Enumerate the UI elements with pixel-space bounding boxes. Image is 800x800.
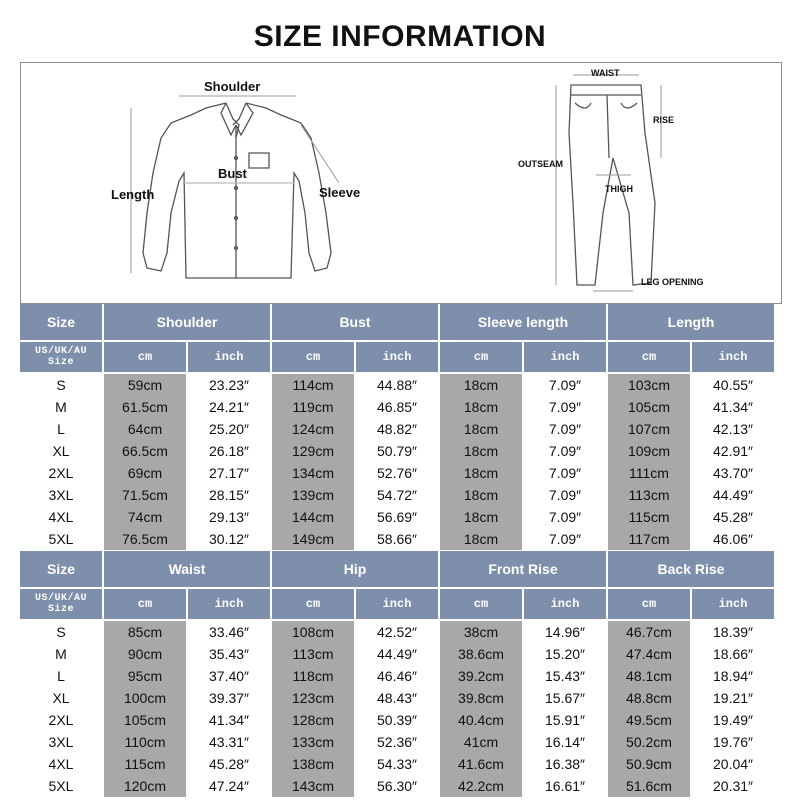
sleeve-label: Sleeve	[319, 185, 361, 200]
size-header: Size	[20, 551, 102, 589]
thigh-label: THIGH	[605, 184, 633, 194]
inch-value-cell: 16.38″	[524, 753, 606, 775]
cm-value-cell: 18cm	[440, 440, 522, 462]
bottom-size-table-body	[20, 621, 774, 797]
inch-value-cell: 15.43″	[524, 665, 606, 687]
size-cell: M	[20, 643, 102, 665]
cm-value-cell: 18cm	[440, 484, 522, 506]
inch-value-cell: 29.13″	[188, 506, 270, 528]
cm-value-cell: 39.8cm	[440, 687, 522, 709]
size-cell: 4XL	[20, 753, 102, 775]
cm-value-cell: 105cm	[608, 396, 690, 418]
table-row	[20, 753, 774, 775]
bottom-size-table	[18, 551, 776, 797]
cm-value-cell: 138cm	[272, 753, 354, 775]
cm-value-cell: 41.6cm	[440, 753, 522, 775]
inch-value-cell: 40.55″	[692, 374, 774, 396]
top-size-table	[18, 304, 776, 550]
region-size-header: US/UK/AU Size	[20, 342, 102, 374]
inch-value-cell: 19.49″	[692, 709, 774, 731]
inch-value-cell: 7.09″	[524, 374, 606, 396]
inch-value-cell: 45.28″	[188, 753, 270, 775]
table-row	[20, 709, 774, 731]
cm-value-cell: 46.7cm	[608, 621, 690, 643]
cm-value-cell: 50.2cm	[608, 731, 690, 753]
cm-value-cell: 40.4cm	[440, 709, 522, 731]
inch-value-cell: 44.49″	[692, 484, 774, 506]
table-row	[20, 506, 774, 528]
cm-value-cell: 18cm	[440, 462, 522, 484]
table-row	[20, 396, 774, 418]
cm-value-cell: 124cm	[272, 418, 354, 440]
cm-value-cell: 107cm	[608, 418, 690, 440]
inch-value-cell: 19.21″	[692, 687, 774, 709]
inch-value-cell: 19.76″	[692, 731, 774, 753]
size-header: Size	[20, 304, 102, 342]
table-row	[20, 418, 774, 440]
cm-value-cell: 42.2cm	[440, 775, 522, 797]
unit-cm: cm	[440, 589, 522, 621]
cm-value-cell: 105cm	[104, 709, 186, 731]
inch-value-cell: 20.04″	[692, 753, 774, 775]
cm-value-cell: 114cm	[272, 374, 354, 396]
cm-value-cell: 118cm	[272, 665, 354, 687]
cm-value-cell: 109cm	[608, 440, 690, 462]
shirt-icon	[143, 103, 331, 278]
cm-value-cell: 51.6cm	[608, 775, 690, 797]
sleeve-length-header: Sleeve length	[440, 304, 606, 342]
garment-diagram	[20, 62, 782, 304]
page-title: SIZE INFORMATION	[253, 20, 547, 53]
cm-value-cell: 95cm	[104, 665, 186, 687]
size-cell: XL	[20, 687, 102, 709]
unit-cm: cm	[272, 342, 354, 374]
inch-value-cell: 39.37″	[188, 687, 270, 709]
inch-value-cell: 54.33″	[356, 753, 438, 775]
inch-value-cell: 7.09″	[524, 396, 606, 418]
size-cell: 5XL	[20, 528, 102, 550]
inch-value-cell: 52.36″	[356, 731, 438, 753]
inch-value-cell: 18.66″	[692, 643, 774, 665]
cm-value-cell: 59cm	[104, 374, 186, 396]
cm-value-cell: 115cm	[608, 506, 690, 528]
cm-value-cell: 117cm	[608, 528, 690, 550]
unit-cm: cm	[104, 342, 186, 374]
inch-value-cell: 33.46″	[188, 621, 270, 643]
size-cell: 3XL	[20, 731, 102, 753]
unit-inch: inch	[524, 342, 606, 374]
inch-value-cell: 44.88″	[356, 374, 438, 396]
inch-value-cell: 15.91″	[524, 709, 606, 731]
cm-value-cell: 128cm	[272, 709, 354, 731]
inch-value-cell: 16.61″	[524, 775, 606, 797]
bust-label: Bust	[218, 166, 247, 181]
cm-value-cell: 18cm	[440, 418, 522, 440]
cm-value-cell: 76.5cm	[104, 528, 186, 550]
inch-value-cell: 7.09″	[524, 506, 606, 528]
unit-cm: cm	[104, 589, 186, 621]
length-header: Length	[608, 304, 774, 342]
table-unit-row	[20, 589, 774, 621]
inch-value-cell: 18.39″	[692, 621, 774, 643]
waist-label: WAIST	[591, 68, 620, 78]
cm-value-cell: 69cm	[104, 462, 186, 484]
unit-inch: inch	[692, 589, 774, 621]
inch-value-cell: 56.30″	[356, 775, 438, 797]
size-cell: 5XL	[20, 775, 102, 797]
cm-value-cell: 113cm	[272, 643, 354, 665]
inch-value-cell: 43.70″	[692, 462, 774, 484]
size-cell: S	[20, 374, 102, 396]
inch-value-cell: 15.20″	[524, 643, 606, 665]
unit-cm: cm	[608, 589, 690, 621]
inch-value-cell: 18.94″	[692, 665, 774, 687]
inch-value-cell: 35.43″	[188, 643, 270, 665]
inch-value-cell: 16.14″	[524, 731, 606, 753]
table-row	[20, 528, 774, 550]
back-rise-header: Back Rise	[608, 551, 774, 589]
inch-value-cell: 7.09″	[524, 528, 606, 550]
size-cell: 2XL	[20, 709, 102, 731]
inch-value-cell: 30.12″	[188, 528, 270, 550]
inch-value-cell: 44.49″	[356, 643, 438, 665]
inch-value-cell: 20.31″	[692, 775, 774, 797]
inch-value-cell: 7.09″	[524, 418, 606, 440]
cm-value-cell: 111cm	[608, 462, 690, 484]
inch-value-cell: 7.09″	[524, 462, 606, 484]
inch-value-cell: 42.91″	[692, 440, 774, 462]
garment-illustration	[21, 63, 781, 303]
inch-value-cell: 41.34″	[692, 396, 774, 418]
cm-value-cell: 123cm	[272, 687, 354, 709]
inch-value-cell: 15.67″	[524, 687, 606, 709]
inch-value-cell: 23.23″	[188, 374, 270, 396]
cm-value-cell: 119cm	[272, 396, 354, 418]
unit-cm: cm	[608, 342, 690, 374]
cm-value-cell: 48.8cm	[608, 687, 690, 709]
waist-header: Waist	[104, 551, 270, 589]
size-cell: 4XL	[20, 506, 102, 528]
table-row	[20, 775, 774, 797]
table-row	[20, 621, 774, 643]
table-row	[20, 731, 774, 753]
cm-value-cell: 139cm	[272, 484, 354, 506]
inch-value-cell: 45.28″	[692, 506, 774, 528]
cm-value-cell: 18cm	[440, 396, 522, 418]
cm-value-cell: 18cm	[440, 528, 522, 550]
rise-label: RISE	[653, 115, 675, 125]
cm-value-cell: 108cm	[272, 621, 354, 643]
size-cell: L	[20, 418, 102, 440]
cm-value-cell: 61.5cm	[104, 396, 186, 418]
shoulder-header: Shoulder	[104, 304, 270, 342]
unit-inch: inch	[524, 589, 606, 621]
unit-inch: inch	[188, 342, 270, 374]
inch-value-cell: 50.79″	[356, 440, 438, 462]
cm-value-cell: 74cm	[104, 506, 186, 528]
cm-value-cell: 144cm	[272, 506, 354, 528]
table-row	[20, 462, 774, 484]
inch-value-cell: 56.69″	[356, 506, 438, 528]
size-cell: L	[20, 665, 102, 687]
table-row	[20, 665, 774, 687]
inch-value-cell: 50.39″	[356, 709, 438, 731]
size-cell: 2XL	[20, 462, 102, 484]
hip-header: Hip	[272, 551, 438, 589]
table-row	[20, 643, 774, 665]
size-cell: M	[20, 396, 102, 418]
cm-value-cell: 39.2cm	[440, 665, 522, 687]
cm-value-cell: 85cm	[104, 621, 186, 643]
inch-value-cell: 52.76″	[356, 462, 438, 484]
cm-value-cell: 41cm	[440, 731, 522, 753]
unit-inch: inch	[692, 342, 774, 374]
table-row	[20, 687, 774, 709]
inch-value-cell: 47.24″	[188, 775, 270, 797]
cm-value-cell: 38.6cm	[440, 643, 522, 665]
inch-value-cell: 48.43″	[356, 687, 438, 709]
inch-value-cell: 25.20″	[188, 418, 270, 440]
cm-value-cell: 115cm	[104, 753, 186, 775]
cm-value-cell: 50.9cm	[608, 753, 690, 775]
cm-value-cell: 71.5cm	[104, 484, 186, 506]
unit-inch: inch	[356, 589, 438, 621]
cm-value-cell: 66.5cm	[104, 440, 186, 462]
shoulder-label: Shoulder	[204, 79, 261, 94]
cm-value-cell: 143cm	[272, 775, 354, 797]
cm-value-cell: 47.4cm	[608, 643, 690, 665]
cm-value-cell: 149cm	[272, 528, 354, 550]
inch-value-cell: 14.96″	[524, 621, 606, 643]
leg-opening-label: LEG OPENING	[641, 277, 704, 287]
inch-value-cell: 42.13″	[692, 418, 774, 440]
cm-value-cell: 38cm	[440, 621, 522, 643]
inch-value-cell: 48.82″	[356, 418, 438, 440]
cm-value-cell: 134cm	[272, 462, 354, 484]
cm-value-cell: 18cm	[440, 374, 522, 396]
length-label: Length	[111, 187, 155, 202]
inch-value-cell: 26.18″	[188, 440, 270, 462]
top-size-table-body	[20, 374, 774, 550]
cm-value-cell: 90cm	[104, 643, 186, 665]
cm-value-cell: 64cm	[104, 418, 186, 440]
cm-value-cell: 129cm	[272, 440, 354, 462]
table-header-row	[20, 304, 774, 342]
inch-value-cell: 28.15″	[188, 484, 270, 506]
inch-value-cell: 46.85″	[356, 396, 438, 418]
cm-value-cell: 113cm	[608, 484, 690, 506]
size-cell: XL	[20, 440, 102, 462]
cm-value-cell: 120cm	[104, 775, 186, 797]
table-row	[20, 374, 774, 396]
bust-header: Bust	[272, 304, 438, 342]
table-row	[20, 440, 774, 462]
inch-value-cell: 27.17″	[188, 462, 270, 484]
cm-value-cell: 49.5cm	[608, 709, 690, 731]
size-cell: 3XL	[20, 484, 102, 506]
inch-value-cell: 37.40″	[188, 665, 270, 687]
unit-cm: cm	[440, 342, 522, 374]
cm-value-cell: 103cm	[608, 374, 690, 396]
inch-value-cell: 46.46″	[356, 665, 438, 687]
cm-value-cell: 18cm	[440, 506, 522, 528]
inch-value-cell: 24.21″	[188, 396, 270, 418]
inch-value-cell: 58.66″	[356, 528, 438, 550]
unit-inch: inch	[188, 589, 270, 621]
table-header-row	[20, 551, 774, 589]
inch-value-cell: 41.34″	[188, 709, 270, 731]
size-cell: S	[20, 621, 102, 643]
cm-value-cell: 133cm	[272, 731, 354, 753]
cm-value-cell: 48.1cm	[608, 665, 690, 687]
inch-value-cell: 42.52″	[356, 621, 438, 643]
cm-value-cell: 100cm	[104, 687, 186, 709]
inch-value-cell: 7.09″	[524, 440, 606, 462]
inch-value-cell: 43.31″	[188, 731, 270, 753]
cm-value-cell: 110cm	[104, 731, 186, 753]
table-unit-row	[20, 342, 774, 374]
region-size-header: US/UK/AU Size	[20, 589, 102, 621]
inch-value-cell: 7.09″	[524, 484, 606, 506]
outseam-label: OUTSEAM	[518, 159, 563, 169]
front-rise-header: Front Rise	[440, 551, 606, 589]
inch-value-cell: 46.06″	[692, 528, 774, 550]
unit-inch: inch	[356, 342, 438, 374]
unit-cm: cm	[272, 589, 354, 621]
inch-value-cell: 54.72″	[356, 484, 438, 506]
table-row	[20, 484, 774, 506]
